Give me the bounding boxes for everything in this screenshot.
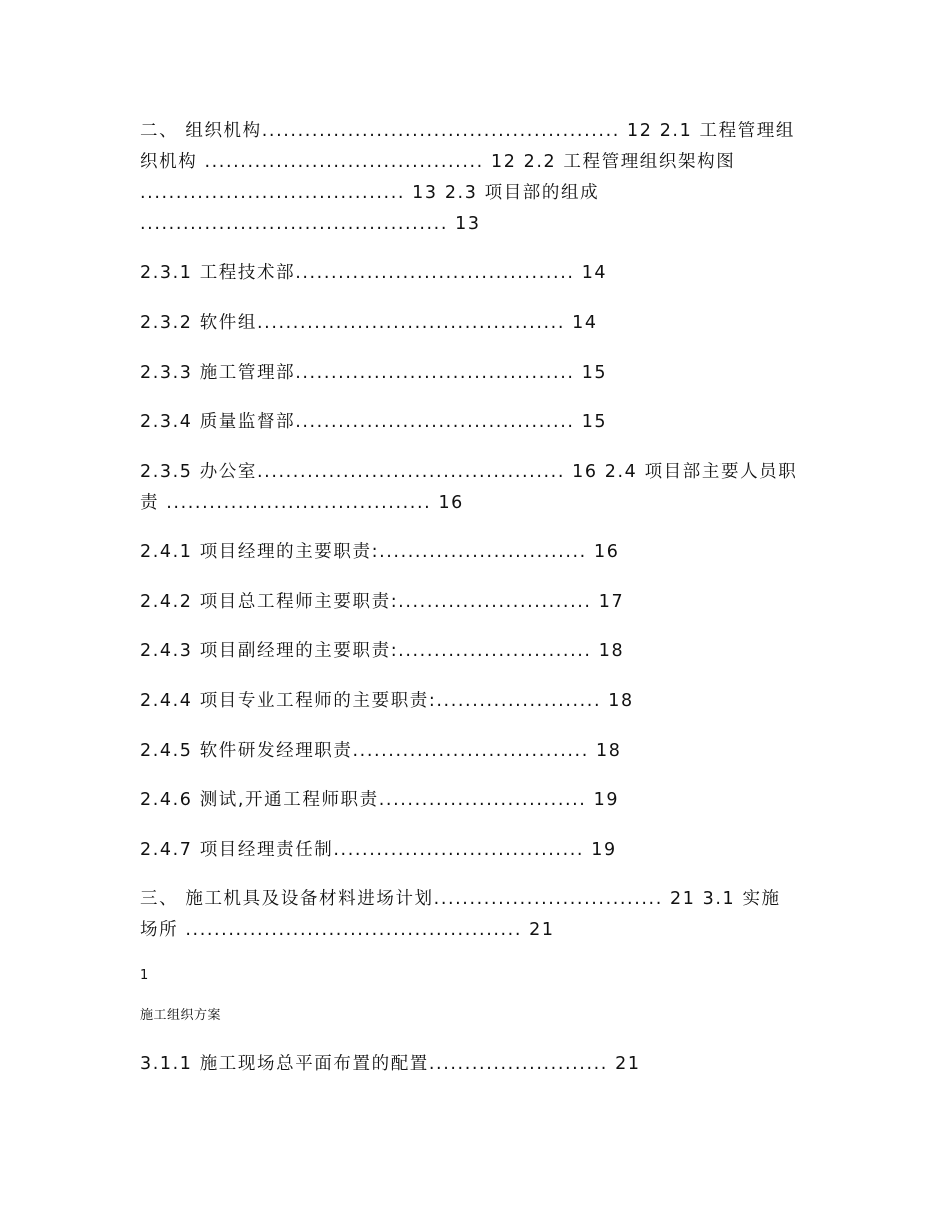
toc-line: 2.3.1 工程技术部....................................... 14 (140, 263, 608, 283)
toc-line: 2.4.3 项目副经理的主要职责:........................... 18 (140, 641, 625, 661)
toc-line: 责 ..................................... 16 (140, 493, 464, 513)
toc-line: 2.4.4 项目专业工程师的主要职责:....................... 18 (140, 691, 634, 711)
toc-line: 2.3.3 施工管理部....................................... 15 (140, 363, 608, 383)
toc-line: 三、 施工机具及设备材料进场计划................................ 21 3.1 实施 (140, 889, 781, 909)
toc-line: 2.3.5 办公室........................................... 16 2.4 项目部主要人员职 (140, 462, 798, 482)
toc-line: 2.4.5 软件研发经理职责................................. 18 (140, 741, 622, 761)
toc-line: 二、 组织机构.................................................. 12 2.1 工程管理组 (140, 121, 795, 141)
toc-line: 2.4.6 测试,开通工程师职责............................. 19 (140, 790, 620, 810)
toc-line: 场所 ............................................... 21 (140, 920, 555, 940)
toc-line: 2.3.2 软件组........................................... 14 (140, 313, 598, 333)
toc-line: 2.4.2 项目总工程师主要职责:........................... 17 (140, 592, 625, 612)
page-number: 1 (140, 968, 149, 983)
toc-line: 织机构 ....................................... 12 2.2 工程管理组织架构图 (140, 152, 736, 172)
toc-line: 2.3.4 质量监督部....................................... 15 (140, 412, 608, 432)
toc-line: ..................................... 13 2.3 项目部的组成 (140, 183, 600, 203)
toc-line: 3.1.1 施工现场总平面布置的配置......................... 21 (140, 1054, 641, 1074)
running-header: 施工组织方案 (140, 1008, 222, 1023)
toc-line: 2.4.1 项目经理的主要职责:............................. 16 (140, 542, 620, 562)
toc-line: 2.4.7 项目经理责任制................................... 19 (140, 840, 617, 860)
toc-line: ........................................... 13 (140, 214, 481, 234)
